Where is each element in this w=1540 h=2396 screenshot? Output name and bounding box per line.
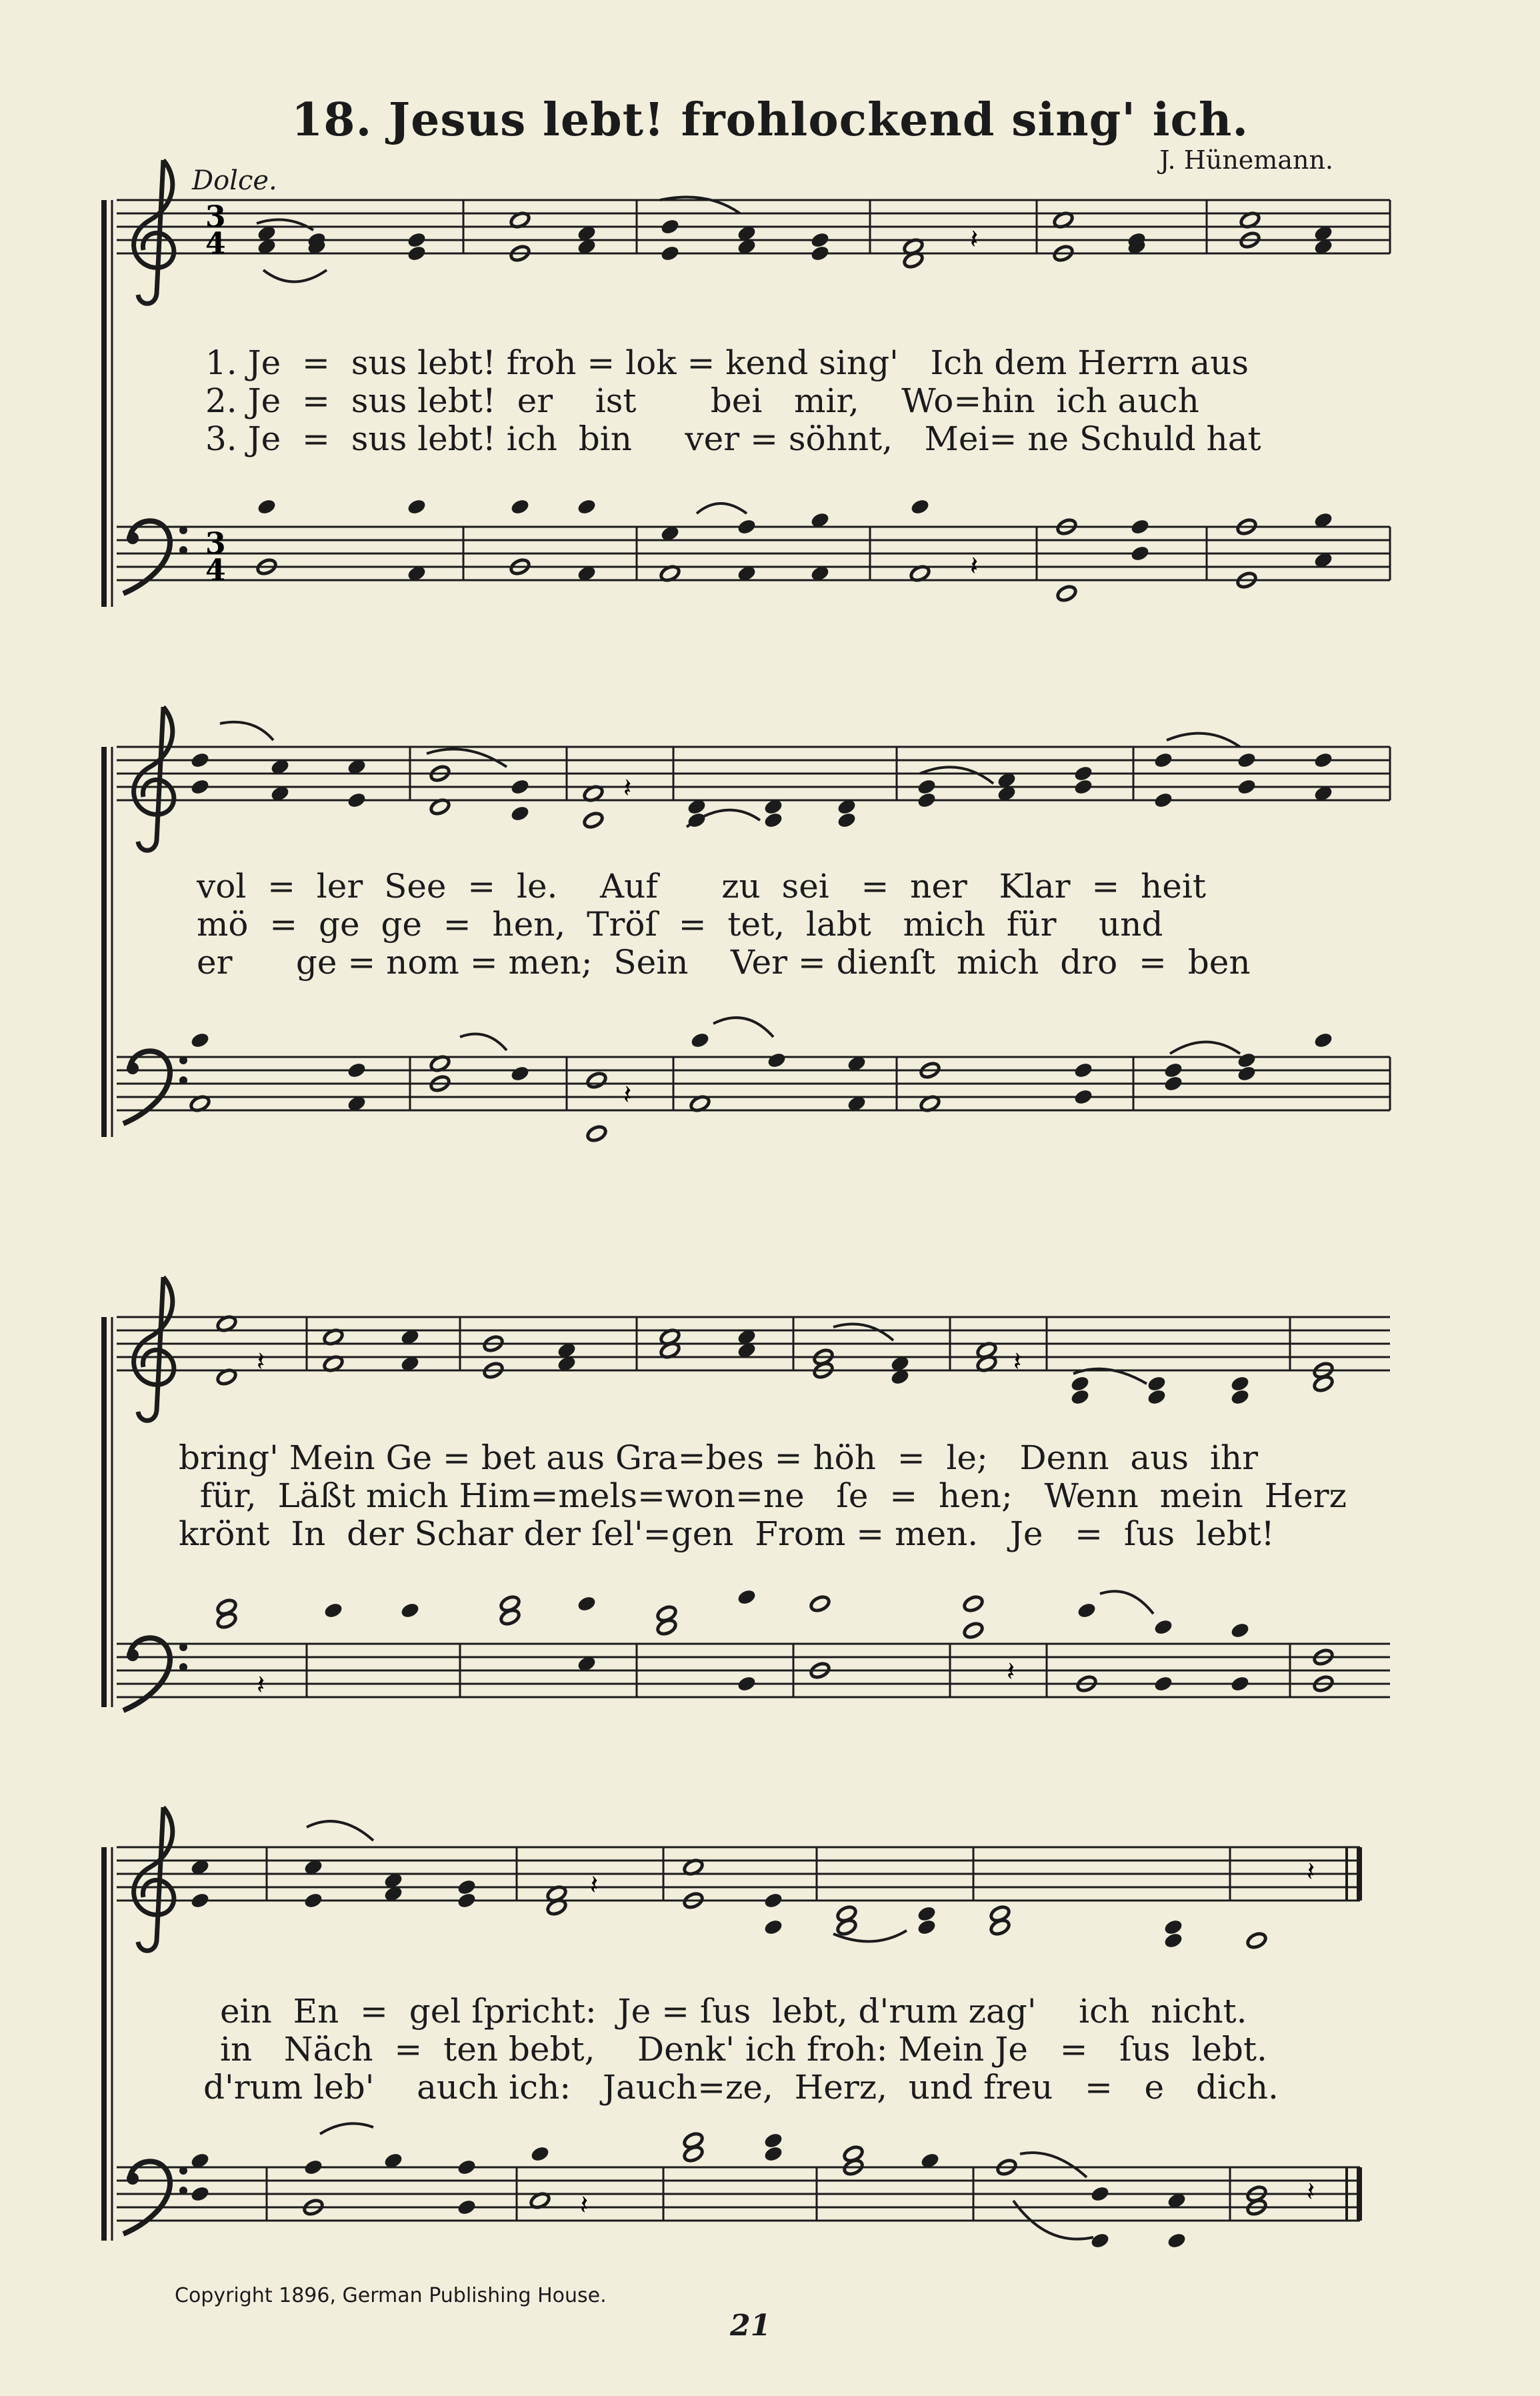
lyric-line: mö = ge ge = hen, Tröſ = tet, labt mich für und: [197, 905, 1163, 944]
lyric-line: 2. Je = sus lebt! er ist bei mir, Wo=hin ich auch: [205, 381, 1199, 420]
lyric-line: d'rum leb' auch ich: Jauch=ze, Herz, und freu = e dich.: [203, 2068, 1279, 2107]
composer-credit: J. Hünemann.: [1159, 145, 1333, 175]
svg-text:𝄽: 𝄽: [1307, 2177, 1315, 2207]
svg-text:4: 4: [205, 553, 226, 587]
lyric-line: bring' Mein Ge = bet aus Gra=bes = höh = le; Denn aus ihr: [179, 1438, 1258, 1477]
lyric-line: 3. Je = sus lebt! ich bin ver = söhnt, Mei= ne Schuld hat: [205, 419, 1261, 458]
svg-text:𝄽: 𝄽: [1307, 1857, 1315, 1887]
svg-text:𝄽: 𝄽: [580, 2190, 589, 2221]
lyric-line: er ge = nom = men; Sein Ver = dienſt mich dro = ben: [197, 943, 1251, 982]
svg-text:𝄽: 𝄽: [970, 224, 979, 255]
svg-text:𝄽: 𝄽: [590, 1870, 599, 1901]
svg-text:3: 3: [205, 200, 226, 234]
svg-text:𝄽: 𝄽: [1013, 1346, 1022, 1377]
lyric-line: krönt In der Schar der ſel'=gen From = men. Je = ſus lebt!: [179, 1514, 1275, 1553]
tempo-marking: Dolce.: [192, 165, 277, 196]
svg-text:𝄽: 𝄽: [1007, 1656, 1015, 1687]
svg-text:4: 4: [205, 227, 226, 261]
lyric-line: in Näch = ten bebt, Denk' ich froh: Mein Je = ſus lebt.: [220, 2030, 1267, 2069]
lyric-line: für, Läßt mich Him=mels=won=ne ſe = hen; Wenn mein Herz: [179, 1476, 1347, 1515]
svg-text:𝄽: 𝄽: [623, 1080, 632, 1110]
svg-text:𝄽: 𝄽: [623, 773, 632, 804]
lyric-line: 1. Je = sus lebt! froh = lok = kend sing' Ich dem Herrn aus: [205, 343, 1249, 382]
hymn-title: 18. Jesus lebt! frohlockend sing' ich.: [291, 93, 1249, 147]
svg-text:𝄽: 𝄽: [257, 1346, 265, 1377]
copyright-notice: Copyright 1896, German Publishing House.: [175, 2284, 607, 2307]
lyric-line: ein En = gel ſpricht: Je = ſus lebt, d'rum zag' ich nicht.: [220, 1992, 1247, 2031]
svg-text:3: 3: [205, 527, 226, 561]
svg-text:𝄽: 𝄽: [970, 551, 979, 581]
page-number: 21: [730, 2309, 771, 2343]
lyric-line: vol = ler See = le. Auf zu sei = ner Klar = heit: [197, 867, 1206, 906]
svg-text:𝄽: 𝄽: [257, 1670, 265, 1700]
